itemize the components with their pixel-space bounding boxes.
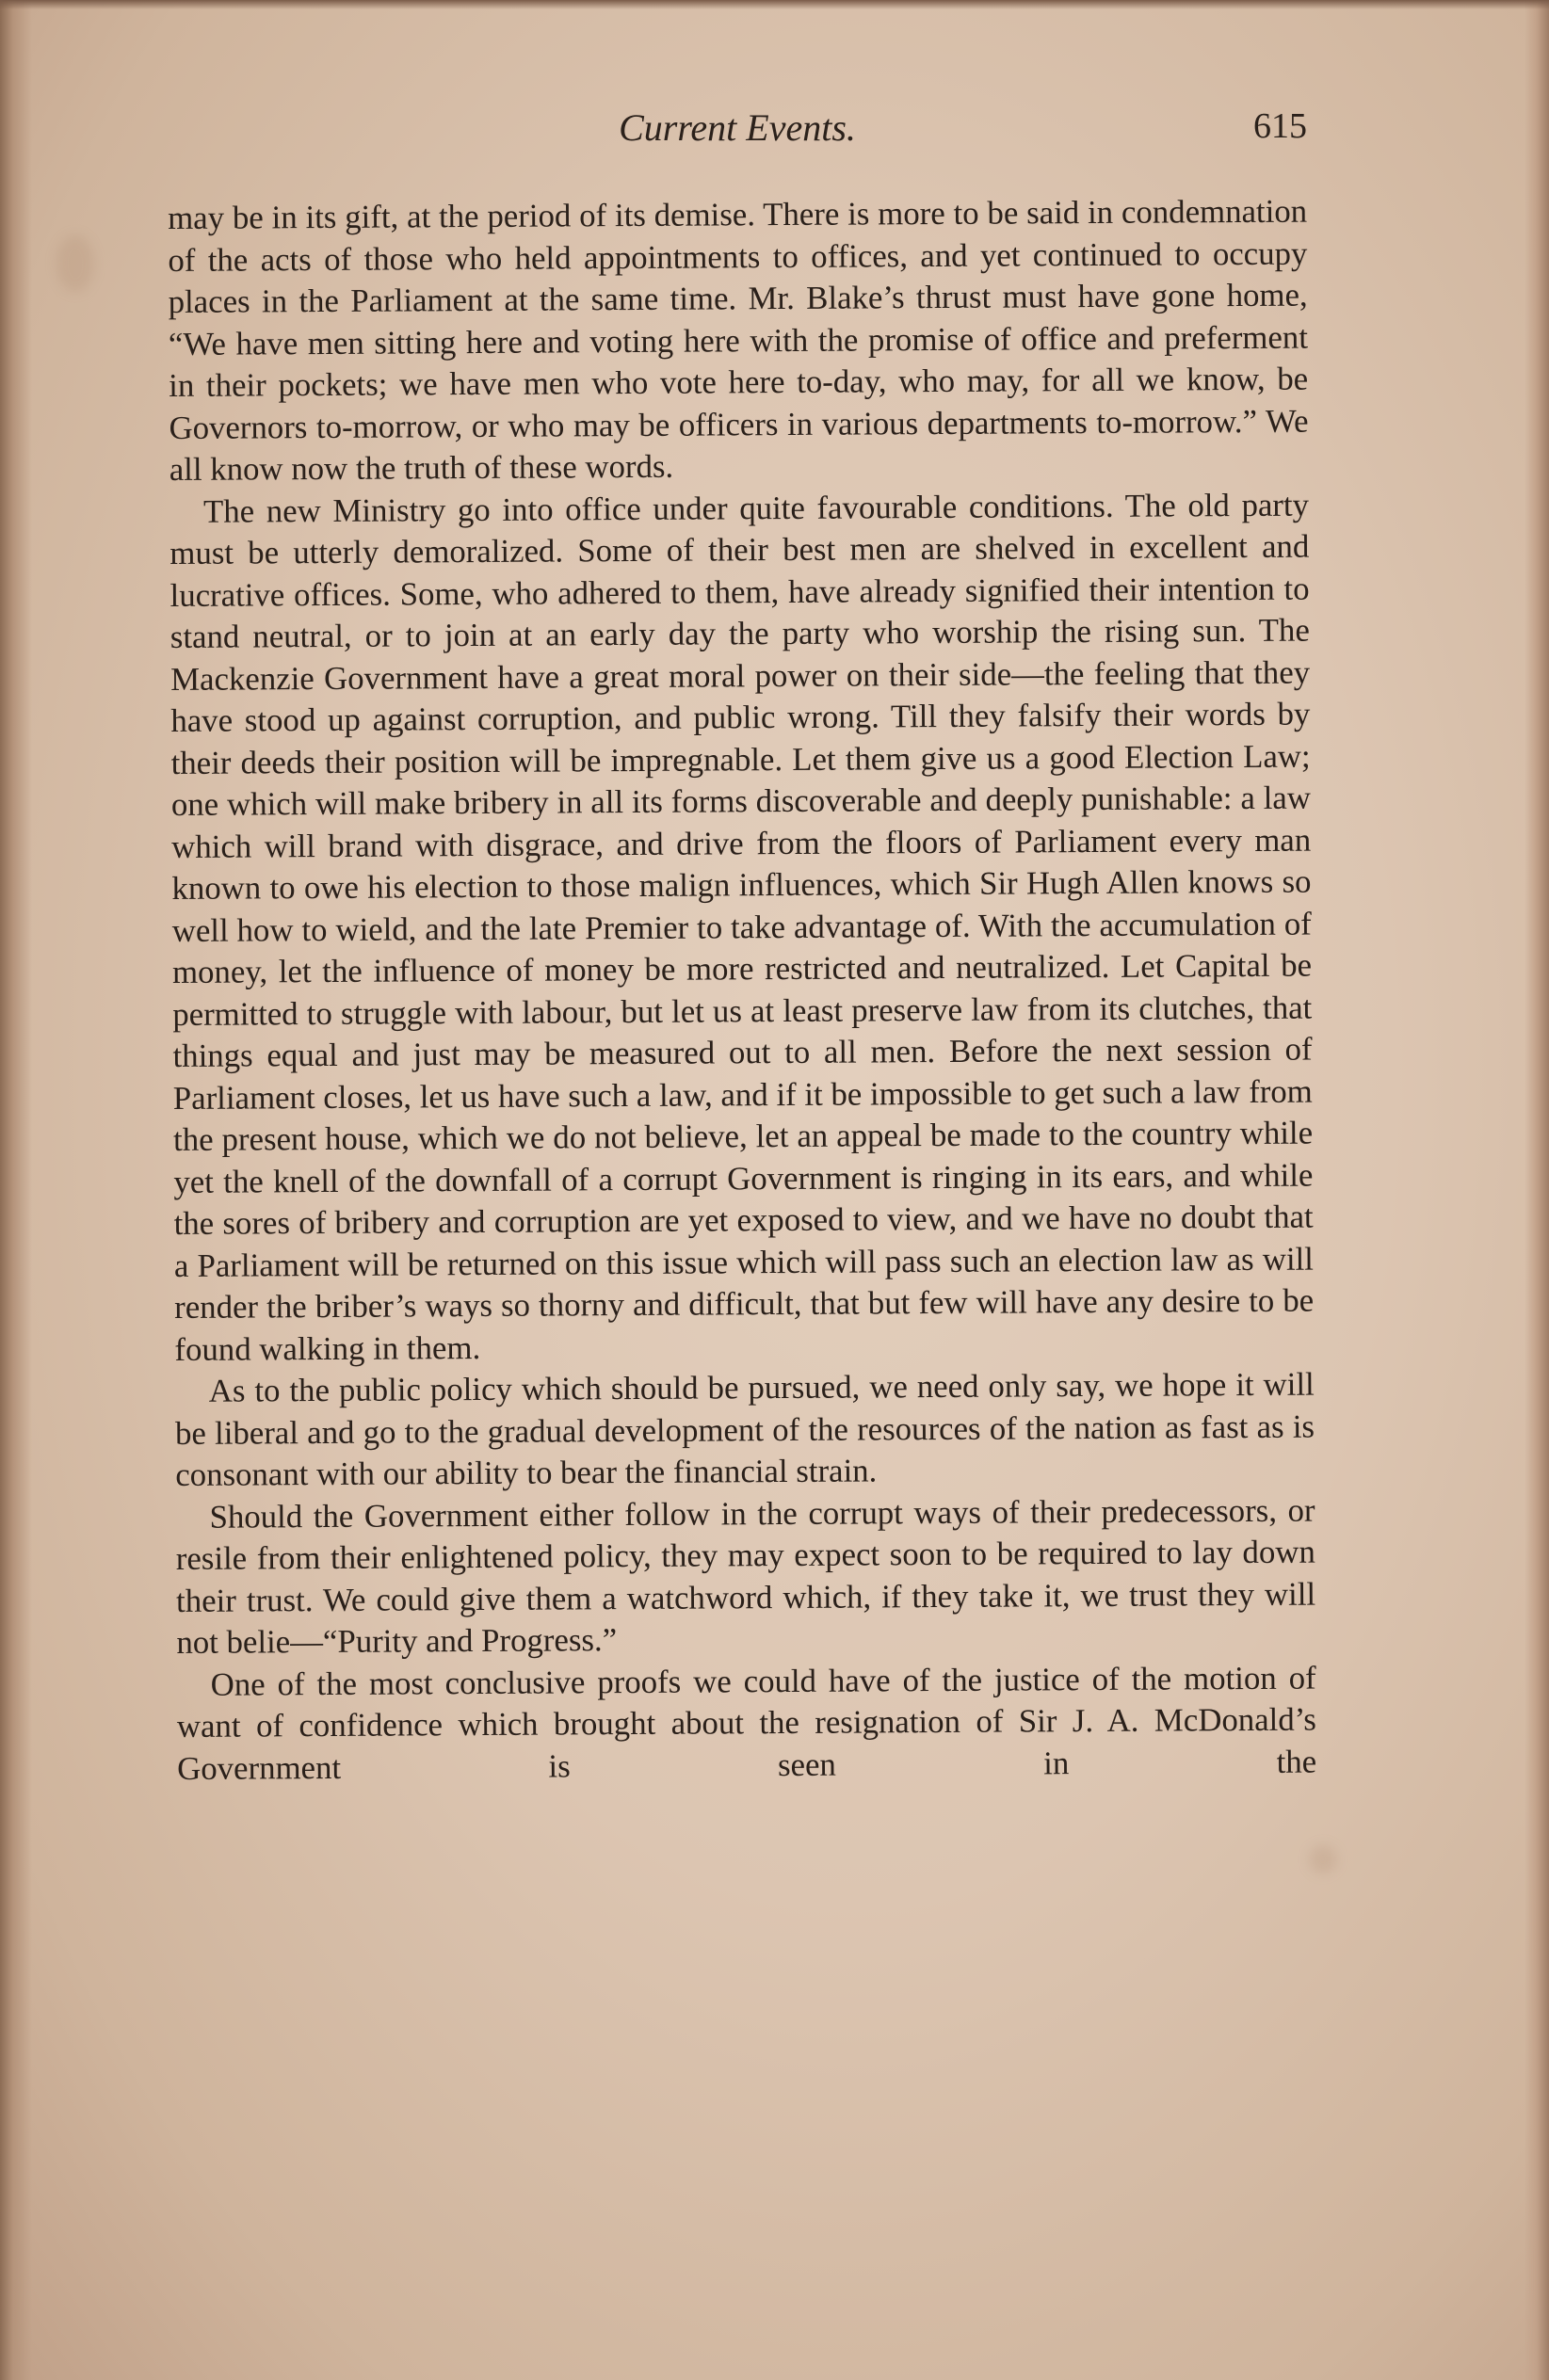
running-head: Current Events. [619, 106, 856, 149]
top-page-edge [0, 0, 1549, 9]
paragraph: Should the Government either follow in the corrupt ways of their predecessors, or resile from their enlightened policy, they may expect soon to be required to lay down their trust. We could give them a watchword which, if they take it, we trust they will not belie—“Purity and Progress.” [175, 1491, 1316, 1661]
paragraph: One of the most conclusive proofs we could have of the justice of the motion of want of confidence which brought about the resignation of Sir J. A. McDonald’s Government is seen in the [176, 1659, 1317, 1787]
paper-stain [56, 235, 94, 292]
paragraph: As to the public policy which should be pursued, we need only say, we hope it will be liberal and go to the gradual development of the resources of the nation as fast as is consonant with our ability to bear the financial strain. [174, 1365, 1315, 1493]
page-number: 615 [1253, 106, 1307, 146]
page-header [168, 105, 1307, 162]
right-page-edge [1525, 0, 1549, 2380]
paragraph: The new Ministry go into office under quite favourable conditions. The old party must be utterly demoralized. Some of their best men are shelved in excellent and lucrative offices. Some, who adhered to them, have already signified their intention to stand neutral, or to join at an early day the party who worship the rising sun. The Mackenzie Government have a great moral power on their side—the feeling that they have stood up against corruption, and public wrong. Till they falsify their words by their deeds their position will be impregnable. Let them give us a good Election Law; one which will make bribery in all its forms discoverable and deeply punishable: a law which will brand with disgrace, and drive from the floors of Parliament every man known to owe his election to those malign influences, which Sir Hugh Allen knows so well how to wield, and the late Premier to take advantage of. With the accumulation of money, let the influence of money be more restricted and neutralized. Let Capital be permitted to struggle with labour, but let us at least preserve law from its clutches, that things equal and just may be measured out to all men. Before the next session of Parliament closes, let us have such a law, and if it be impossible to get such a law from the present house, which we do not believe, let an appeal be made to the country while yet the knell of the downfall of a corrupt Government is ringing in its ears, and while the sores of bribery and corruption are yet exposed to view, and we have no doubt that a Parliament will be returned on this issue which will pass such an election law as will render the briber’s ways so thorny and difficult, that but few will have any desire to be found walking in them. [169, 486, 1315, 1368]
paper-stain [1309, 1845, 1337, 1873]
left-page-edge [0, 0, 32, 2380]
article-body [168, 191, 1316, 1790]
paragraph: may be in its gift, at the period of its demise. There is more to be said in condemnation of the acts of those who held appointments to offices, and yet continued to occupy places in the Parliament at the same time. Mr. Blake’s thrust must have gone home, “We have men sitting here and voting here with the promise of office and preferment in their pockets; we have men who vote here to-day, who may, for all we know, be Governors to-morrow, or who may be officers in various departments to-morrow.” We all know now the truth of these words. [168, 192, 1309, 488]
